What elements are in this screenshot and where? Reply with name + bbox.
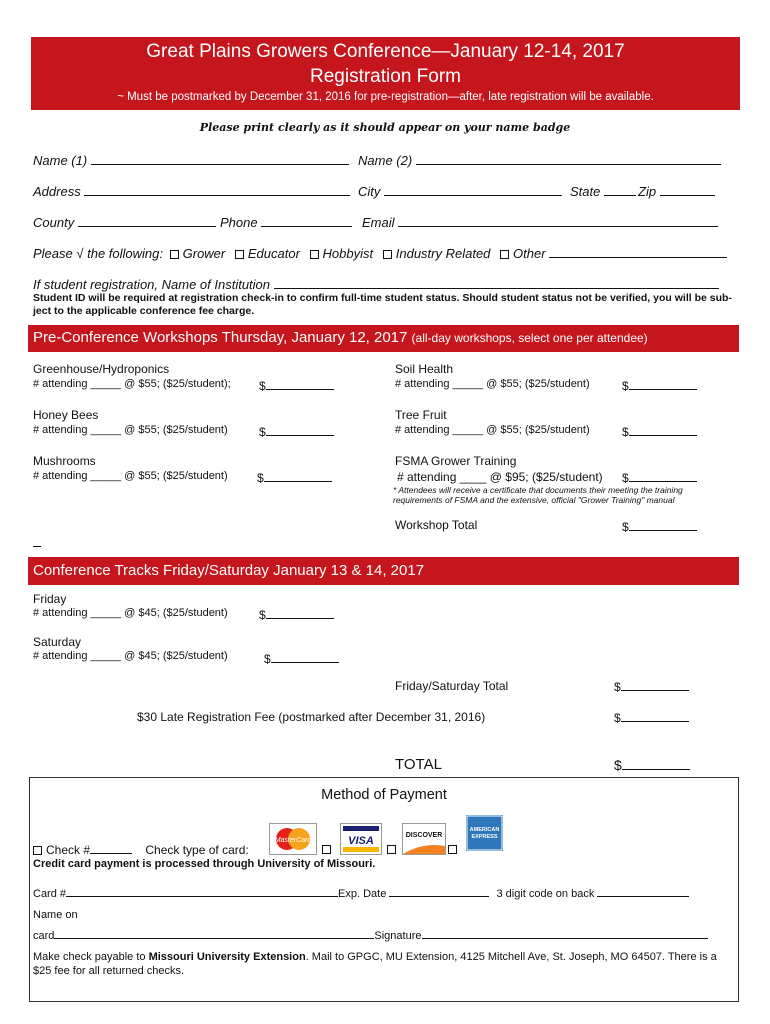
- county-label: County: [33, 215, 75, 230]
- svg-text:EXPRESS: EXPRESS: [471, 834, 498, 840]
- mastercard-icon: [269, 823, 317, 855]
- saturday-amount[interactable]: $: [264, 650, 339, 666]
- county-line[interactable]: [78, 214, 216, 227]
- name2-field[interactable]: [358, 152, 721, 168]
- code-line[interactable]: [597, 884, 689, 897]
- category-prompt: Please √ the following:: [33, 246, 163, 261]
- greenhouse-attending[interactable]: # attending _____ @ $55; ($25/student);: [33, 378, 231, 390]
- soil-amount[interactable]: $: [622, 377, 697, 393]
- code-label: 3 digit code on back: [496, 888, 595, 900]
- fsma-name: FSMA Grower Training: [395, 454, 517, 468]
- email-label: Email: [362, 215, 395, 230]
- workshop-total-label: Workshop Total: [395, 518, 478, 532]
- city-line[interactable]: [384, 183, 562, 196]
- name1-field[interactable]: [33, 152, 349, 168]
- fruit-amount[interactable]: $: [622, 423, 697, 439]
- discover-icon: [402, 823, 446, 855]
- email-line[interactable]: [398, 214, 718, 227]
- badge-note: Please print clearly as it should appear on your name badge: [199, 121, 571, 134]
- city-field[interactable]: [358, 183, 562, 199]
- grower-label: Grower: [182, 246, 226, 261]
- fsma-note-line2: requirements of FSMA and the extensive, official "Grower Training" manual: [393, 495, 675, 505]
- form-title: Great Plains Growers Conference—January 12-14, 2017: [146, 41, 625, 62]
- check-number-line[interactable]: [90, 841, 132, 854]
- bees-attending[interactable]: # attending _____ @ $55; ($25/student): [33, 424, 228, 436]
- form-subtitle: Registration Form: [310, 66, 461, 87]
- zip-line[interactable]: [660, 183, 715, 196]
- name-on-label: Name on: [33, 909, 78, 921]
- category-row: [33, 245, 727, 261]
- tracks-title: Conference Tracks Friday/Saturday January 13 & 14, 2017: [33, 562, 425, 579]
- name2-label: Name (2): [358, 153, 413, 168]
- mushrooms-name: Mushrooms: [33, 454, 96, 468]
- exp-date-label: Exp. Date: [338, 888, 387, 900]
- name2-line[interactable]: [416, 152, 721, 165]
- card-label: card: [33, 930, 55, 942]
- fruit-name: Tree Fruit: [395, 408, 447, 422]
- mushrooms-amount[interactable]: $: [257, 469, 332, 485]
- grower-checkbox[interactable]: [170, 250, 179, 259]
- bees-name: Honey Bees: [33, 408, 99, 422]
- industry-label: Industry Related: [395, 246, 491, 261]
- check-label: Check #: [46, 843, 91, 857]
- zip-field[interactable]: [638, 183, 715, 199]
- institution-line[interactable]: [274, 276, 719, 289]
- soil-attending[interactable]: # attending _____ @ $55; ($25/student): [395, 378, 590, 390]
- discover-checkbox[interactable]: [448, 845, 457, 854]
- payable-note: Make check payable to Missouri University Extension. Mail to GPGC, MU Extension, 4125 Mitchell Ave, St. Joseph, MO 64507. There is a $25 fee for all returned checks.: [33, 951, 717, 977]
- other-line[interactable]: [549, 245, 727, 258]
- state-field[interactable]: [570, 183, 636, 199]
- friday-attending[interactable]: # attending _____ @ $45; ($25/student): [33, 607, 228, 619]
- fsma-amount[interactable]: $: [622, 469, 697, 485]
- greenhouse-name: Greenhouse/Hydroponics: [33, 362, 170, 376]
- visa-checkbox[interactable]: [387, 845, 396, 854]
- friday-name: Friday: [33, 592, 67, 606]
- educator-checkbox[interactable]: [235, 250, 244, 259]
- student-note-line2: ject to the applicable conference fee charge.: [33, 305, 255, 317]
- divider-mark: [33, 546, 41, 547]
- friday-amount[interactable]: $: [259, 606, 334, 622]
- state-line[interactable]: [604, 183, 636, 196]
- industry-checkbox[interactable]: [383, 250, 392, 259]
- form-header: [31, 37, 740, 110]
- grand-total-amount[interactable]: $: [614, 756, 690, 773]
- tracks-bar: [28, 557, 739, 585]
- address-field[interactable]: [33, 183, 350, 199]
- other-checkbox[interactable]: [500, 250, 509, 259]
- payment-title: Method of Payment: [321, 787, 447, 803]
- student-note-line1: Student ID will be required at registration check-in to confirm full-time student status. Should student status not be verified, you will be sub-: [33, 292, 732, 304]
- check-checkbox[interactable]: [33, 846, 42, 855]
- soil-name: Soil Health: [395, 362, 454, 376]
- student-id-note: [33, 292, 738, 318]
- exp-date-line[interactable]: [389, 884, 489, 897]
- name-on-card-line[interactable]: [54, 926, 374, 939]
- card-number-label: Card #: [33, 888, 67, 900]
- fsma-attending[interactable]: # attending ____ @ $95; ($25/student): [397, 470, 603, 484]
- educator-label: Educator: [247, 246, 300, 261]
- email-field[interactable]: [362, 214, 718, 230]
- card-type-label: Check type of card:: [145, 843, 249, 857]
- fri-sat-total-label: Friday/Saturday Total: [395, 679, 509, 693]
- address-line[interactable]: [84, 183, 350, 196]
- bees-amount[interactable]: $: [259, 423, 334, 439]
- grand-total-label: TOTAL: [395, 756, 442, 773]
- institution-label: If student registration, Name of Institution: [33, 277, 271, 292]
- city-label: City: [358, 184, 381, 199]
- late-fee-amount[interactable]: $: [614, 709, 689, 725]
- mushrooms-attending[interactable]: # attending _____ @ $55; ($25/student): [33, 470, 228, 482]
- workshop-total-amount[interactable]: $: [622, 518, 697, 534]
- payment-box: [29, 777, 739, 1002]
- svg-text:AMERICAN: AMERICAN: [469, 827, 500, 833]
- name-signature-row[interactable]: [33, 926, 708, 942]
- signature-label: Signature: [374, 930, 422, 942]
- card-number-line[interactable]: [66, 884, 338, 897]
- hobbyist-label: Hobbyist: [322, 246, 374, 261]
- svg-text:MasterCard: MasterCard: [274, 837, 312, 844]
- saturday-attending[interactable]: # attending _____ @ $45; ($25/student): [33, 650, 228, 662]
- signature-line[interactable]: [422, 926, 708, 939]
- address-label: Address: [33, 184, 81, 199]
- workshops-note: (all-day workshops, select one per attendee): [411, 331, 648, 345]
- svg-text:DISCOVER: DISCOVER: [405, 832, 443, 839]
- svg-text:VISA: VISA: [348, 835, 374, 847]
- other-label: Other: [513, 246, 546, 261]
- phone-field[interactable]: [220, 214, 352, 230]
- saturday-name: Saturday: [33, 635, 82, 649]
- postmark-note: ~ Must be postmarked by December 31, 2016 for pre-registration—after, late registration will be available.: [117, 91, 654, 103]
- county-field[interactable]: [33, 214, 216, 230]
- late-fee-label: $30 Late Registration Fee (postmarked after December 31, 2016): [137, 710, 486, 724]
- fruit-attending[interactable]: # attending _____ @ $55; ($25/student): [395, 424, 590, 436]
- card-number-field[interactable]: [33, 884, 689, 900]
- name1-label: Name (1): [33, 153, 88, 168]
- workshops-bar: [28, 325, 739, 352]
- zip-label: Zip: [638, 184, 657, 199]
- fsma-note-line1: * Attendees will receive a certificate that documents their meeting the training: [393, 485, 683, 495]
- amex-icon: [466, 815, 503, 851]
- processed-note: Credit card payment is processed through University of Missouri.: [33, 858, 376, 870]
- fri-sat-total-amount[interactable]: $: [614, 678, 689, 694]
- visa-icon: [340, 823, 382, 855]
- name1-line[interactable]: [91, 152, 349, 165]
- hobbyist-checkbox[interactable]: [310, 250, 319, 259]
- state-label: State: [570, 184, 601, 199]
- check-row: [33, 841, 249, 857]
- mastercard-checkbox[interactable]: [322, 845, 331, 854]
- greenhouse-amount[interactable]: $: [259, 377, 334, 393]
- phone-line[interactable]: [261, 214, 352, 227]
- phone-label: Phone: [220, 215, 258, 230]
- institution-field[interactable]: [33, 276, 719, 292]
- workshops-title: Pre-Conference Workshops Thursday, January 12, 2017: [33, 329, 408, 346]
